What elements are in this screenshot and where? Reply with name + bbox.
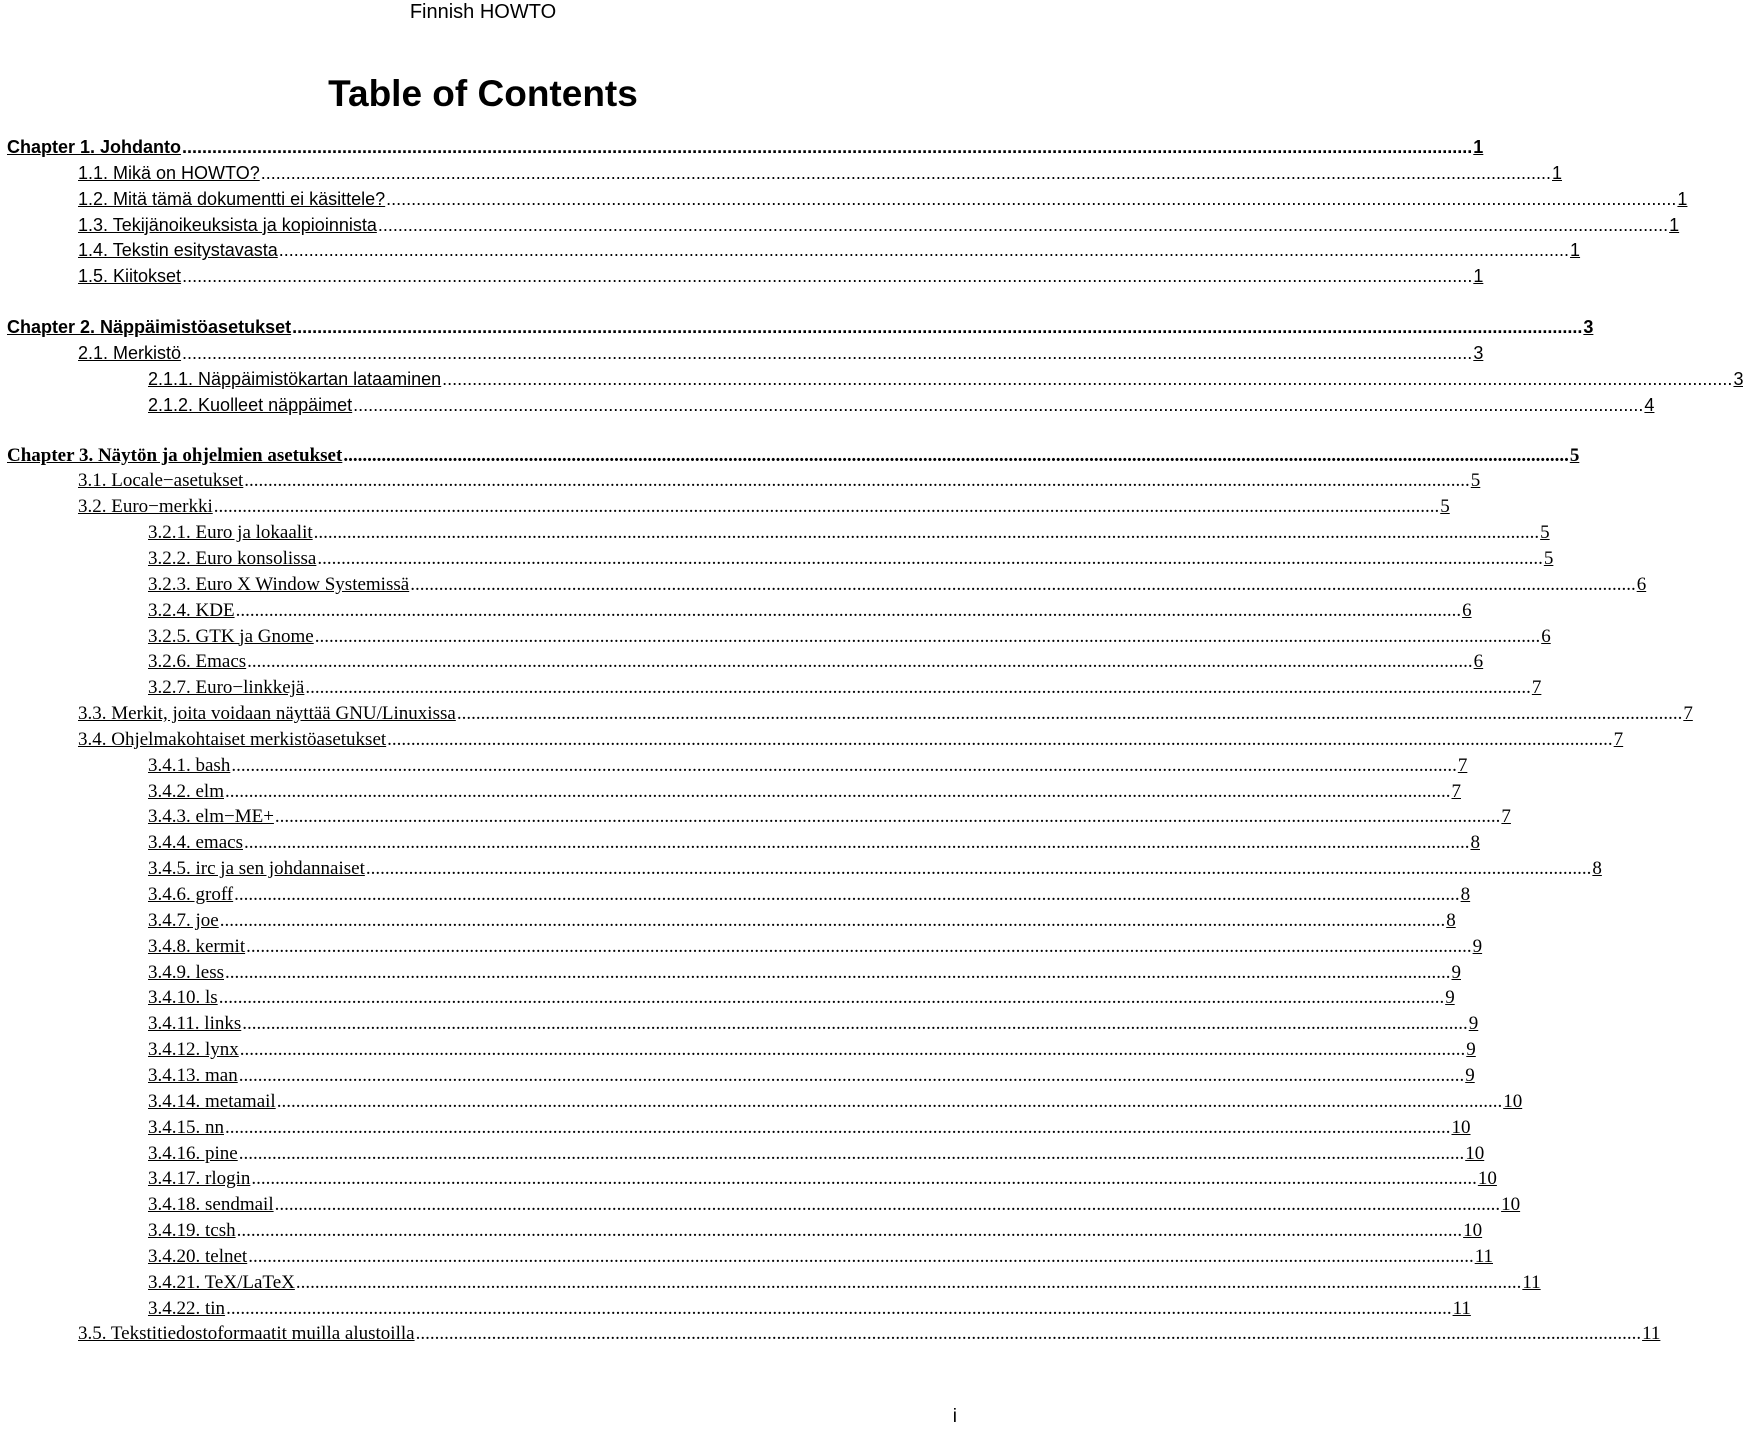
toc-page-number[interactable]: 4	[1644, 394, 1655, 415]
toc-entry	[0, 160, 1563, 186]
toc-entry-link[interactable]: 3.4.17. rlogin	[148, 1168, 251, 1190]
toc-leader-dots	[277, 1089, 1503, 1115]
toc-entry	[0, 830, 1480, 856]
toc-page-number[interactable]: 10	[1463, 1220, 1483, 1241]
toc-entry	[0, 856, 1602, 882]
toc-entry-link[interactable]: 1.5. Kiitokset	[78, 266, 182, 287]
toc-page-number[interactable]: 1	[1677, 188, 1688, 209]
toc-page-number[interactable]: 9	[1468, 1013, 1479, 1035]
toc-leader-dots	[231, 753, 1457, 779]
toc-leader-dots	[225, 779, 1451, 805]
toc-entry	[0, 882, 1471, 908]
toc-entry	[0, 779, 1461, 805]
toc-entry	[0, 598, 1472, 624]
toc-page-number[interactable]: 10	[1503, 1090, 1523, 1112]
toc-chapter-entry	[0, 314, 1594, 340]
toc-entry-link[interactable]: 3.4.15. nn	[148, 1116, 224, 1138]
toc-leader-dots	[226, 1296, 1452, 1322]
toc-entry-link[interactable]: 3.4.14. metamail	[148, 1090, 276, 1112]
toc-entry	[0, 804, 1511, 830]
toc-entry	[0, 1296, 1471, 1322]
toc-entry	[0, 546, 1554, 572]
toc-entry-link[interactable]: 3.2.3. Euro X Window Systemissä	[148, 573, 410, 595]
toc-entry-link[interactable]: 3.2.7. Euro−linkkejä	[148, 677, 305, 699]
toc-page-number[interactable]: 8	[1592, 858, 1602, 880]
toc-entry	[0, 624, 1551, 650]
toc-leader-dots	[237, 1218, 1463, 1244]
toc-entry-link[interactable]: 3.4.8. kermit	[148, 935, 246, 957]
toc-entry-link[interactable]: 3.4.12. lynx	[148, 1039, 239, 1061]
toc-leader-dots	[353, 392, 1643, 418]
toc-entry	[0, 468, 1481, 494]
toc-entry	[0, 1321, 1661, 1347]
toc-page-number[interactable]: 6	[1473, 651, 1484, 673]
toc-entry	[0, 985, 1455, 1011]
toc-page-number[interactable]: 10	[1465, 1142, 1485, 1164]
toc-leader-dots	[410, 572, 1636, 598]
toc-entry	[0, 727, 1624, 753]
toc-page-number[interactable]: 8	[1446, 909, 1456, 931]
toc-entry	[0, 366, 1743, 392]
toc-entry	[0, 212, 1680, 238]
toc-leader-dots	[182, 340, 1472, 366]
toc-entry	[0, 1192, 1521, 1218]
toc-entry-link[interactable]: 3.4.13. man	[148, 1064, 238, 1086]
toc-leader-dots	[314, 520, 1540, 546]
toc-page-number[interactable]: 9	[1466, 1039, 1476, 1061]
toc-entry	[0, 237, 1581, 263]
toc-leader-dots	[378, 212, 1668, 238]
toc-page-number[interactable]: 1	[1473, 137, 1484, 157]
toc-page-number[interactable]: 6	[1541, 625, 1551, 647]
toc-page-number[interactable]: 7	[1531, 677, 1542, 699]
toc-leader-dots	[261, 160, 1551, 186]
toc-entry-link[interactable]: 3.5. Tekstitiedostoformaatit muilla alustoilla	[78, 1323, 415, 1345]
toc-entry-link[interactable]: Chapter 2. Näppäimistöasetukset	[7, 317, 292, 338]
page-number: i	[952, 1406, 957, 1427]
toc-entry-link[interactable]: 3.4.1. bash	[148, 754, 231, 776]
toc-leader-dots	[442, 366, 1732, 392]
toc-page-number[interactable]: 6	[1462, 599, 1472, 621]
toc-leader-dots	[457, 701, 1683, 727]
toc-heading: Table of Contents	[328, 73, 638, 114]
toc-entry	[0, 1037, 1476, 1063]
toc-entry-link[interactable]: Chapter 1. Johdanto	[7, 137, 182, 157]
toc-entry-link[interactable]: 1.3. Tekijänoikeuksista ja kopioinnista	[78, 214, 377, 235]
toc-page-number[interactable]: 1	[1669, 214, 1680, 235]
toc-page-number[interactable]: 7	[1613, 728, 1624, 750]
toc-entry	[0, 1089, 1523, 1115]
toc-entry	[0, 960, 1461, 986]
toc-leader-dots	[239, 1141, 1465, 1167]
toc-leader-dots	[343, 443, 1569, 469]
toc-leader-dots	[240, 1037, 1466, 1063]
toc-entry	[0, 1141, 1485, 1167]
toc-page-number[interactable]: 9	[1472, 935, 1483, 957]
toc-entry	[0, 753, 1468, 779]
toc-page-number[interactable]: 9	[1465, 1064, 1475, 1086]
toc-entry-link[interactable]: 3.4.3. elm−ME+	[148, 806, 274, 828]
toc-entry-link[interactable]: 3.4. Ohjelmakohtaiset merkistöasetukset	[78, 728, 387, 750]
toc-entry	[0, 520, 1550, 546]
toc-leader-dots	[387, 727, 1613, 753]
toc-page-number[interactable]: 7	[1501, 806, 1511, 828]
toc-entry-link[interactable]: 3.2. Euro−merkki	[78, 496, 213, 518]
toc-page-number[interactable]: 7	[1683, 703, 1693, 724]
toc-page-number[interactable]: 7	[1451, 780, 1461, 802]
toc-leader-dots	[386, 186, 1676, 212]
toc-entry-link[interactable]: 2.1.1. Näppäimistökartan lataaminen	[148, 368, 442, 389]
toc-entry-link[interactable]: 1.1. Mikä on HOWTO?	[78, 162, 260, 183]
toc-entry	[0, 1218, 1483, 1244]
toc-entry-link[interactable]: 1.2. Mitä tämä dokumentti ei käsittele?	[78, 188, 386, 209]
toc-leader-dots	[305, 675, 1531, 701]
toc-leader-dots	[275, 804, 1501, 830]
toc-page-number[interactable]: 9	[1451, 961, 1461, 983]
toc-leader-dots	[225, 960, 1451, 986]
toc-leader-dots	[219, 985, 1445, 1011]
toc-leader-dots	[236, 598, 1462, 624]
toc-leader-dots	[182, 134, 1472, 160]
toc-entry-link[interactable]: 2.1.2. Kuolleet näppäimet	[148, 394, 353, 415]
toc-page-number[interactable]: 1	[1570, 240, 1581, 261]
document-header-title: Finnish HOWTO	[409, 1, 557, 23]
toc-entry	[0, 934, 1483, 960]
toc-entry-link[interactable]: 3.2.4. KDE	[148, 599, 235, 621]
toc-entry	[0, 1115, 1471, 1141]
toc-entry-link[interactable]: 3.4.22. tin	[148, 1297, 226, 1319]
toc-entry-link[interactable]: 3.2.5. GTK ja Gnome	[148, 625, 314, 647]
toc-leader-dots	[225, 1115, 1451, 1141]
toc-entry-link[interactable]: 3.4.20. telnet	[148, 1245, 248, 1267]
toc-leader-dots	[296, 1270, 1522, 1296]
toc-entry-link[interactable]: 3.4.19. tcsh	[148, 1220, 236, 1241]
toc-entry	[0, 1244, 1493, 1270]
toc-page-number[interactable]: 11	[1642, 1323, 1661, 1345]
toc-leader-dots	[416, 1321, 1642, 1347]
toc-leader-dots	[247, 649, 1473, 675]
toc-entry-link[interactable]: 3.2.1. Euro ja lokaalit	[148, 522, 313, 544]
toc-entry-link[interactable]: 2.1. Merkistö	[78, 342, 182, 363]
toc-page-number[interactable]: 3	[1733, 368, 1743, 389]
toc-leader-dots	[182, 263, 1472, 289]
toc-page-number[interactable]: 7	[1457, 754, 1468, 776]
toc-page-number[interactable]: 11	[1474, 1245, 1493, 1267]
toc-entry	[0, 340, 1484, 366]
toc-page-number[interactable]: 9	[1445, 987, 1455, 1009]
toc-page-number[interactable]: 6	[1636, 573, 1647, 595]
toc-page-number[interactable]: 11	[1522, 1271, 1541, 1293]
toc-entry	[0, 701, 1693, 727]
toc-entry-link[interactable]: 3.3. Merkit, joita voidaan näyttää GNU/Linuxissa	[78, 703, 456, 724]
toc-entry	[0, 1063, 1475, 1089]
toc-entry-link[interactable]: 3.4.6. groff	[148, 884, 234, 905]
toc-entry	[0, 494, 1450, 520]
toc-page-number[interactable]: 8	[1460, 884, 1471, 905]
toc-leader-dots	[239, 1063, 1465, 1089]
toc-entry-link[interactable]: 3.2.2. Euro konsolissa	[148, 547, 317, 569]
toc-page-number[interactable]: 10	[1477, 1168, 1497, 1190]
toc-leader-dots	[275, 1192, 1501, 1218]
toc-entry-link[interactable]: 3.4.4. emacs	[148, 832, 243, 854]
toc-leader-dots	[214, 494, 1440, 520]
toc-entry-link[interactable]: 3.4.5. irc ja sen johdannaiset	[148, 858, 365, 880]
toc-leader-dots	[244, 830, 1470, 856]
toc-page-number[interactable]: 10	[1451, 1116, 1471, 1138]
toc-entry-link[interactable]: 3.4.10. ls	[148, 987, 218, 1009]
toc-entry-link[interactable]: 3.2.6. Emacs	[148, 651, 247, 673]
toc-page-number[interactable]: 1	[1552, 162, 1563, 183]
toc-leader-dots	[279, 237, 1569, 263]
toc-entry-link[interactable]: 3.4.7. joe	[148, 909, 219, 931]
toc-entry-link[interactable]: Chapter 3. Näytön ja ohjelmien asetukset	[7, 444, 343, 466]
toc-page-number[interactable]: 3	[1583, 317, 1594, 338]
toc-entry	[0, 572, 1647, 598]
toc-page-number[interactable]: 1	[1473, 266, 1484, 287]
toc-entry	[0, 649, 1484, 675]
toc-chapter-entry	[0, 443, 1580, 469]
toc-leader-dots	[220, 908, 1446, 934]
toc-leader-dots	[246, 934, 1472, 960]
toc-entry	[0, 392, 1655, 418]
toc-leader-dots	[292, 314, 1582, 340]
toc-entry	[0, 675, 1542, 701]
toc-entry	[0, 1270, 1541, 1296]
toc-page-number[interactable]: 3	[1473, 342, 1484, 363]
toc-entry-link[interactable]: 3.1. Locale−asetukset	[78, 470, 244, 492]
toc-leader-dots	[251, 1166, 1477, 1192]
toc-leader-dots	[315, 624, 1541, 650]
toc-chapter-entry	[0, 134, 1484, 160]
toc-entry	[0, 263, 1484, 289]
toc-entry-link[interactable]: 3.4.2. elm	[148, 780, 224, 802]
toc-page-number[interactable]: 11	[1452, 1297, 1471, 1319]
toc-entry-link[interactable]: 3.4.16. pine	[148, 1142, 238, 1164]
toc-entry-link[interactable]: 3.4.21. TeX/LaTeX	[148, 1271, 295, 1293]
toc-leader-dots	[366, 856, 1592, 882]
toc-leader-dots	[244, 468, 1470, 494]
toc-page-number[interactable]: 8	[1470, 832, 1480, 854]
toc-entry-link[interactable]: 1.4. Tekstin esitystavasta	[78, 240, 278, 261]
toc-page-number[interactable]: 5	[1543, 547, 1554, 569]
toc-page-number[interactable]: 10	[1501, 1194, 1521, 1216]
toc-page-number[interactable]: 5	[1569, 444, 1580, 466]
toc-entry	[0, 908, 1456, 934]
toc-leader-dots	[248, 1244, 1474, 1270]
toc-entry-link[interactable]: 3.4.11. links	[148, 1013, 242, 1035]
toc-leader-dots	[234, 882, 1460, 908]
toc-page-number[interactable]: 5	[1440, 496, 1450, 518]
toc-entry-link[interactable]: 3.4.18. sendmail	[148, 1194, 274, 1216]
toc-entry	[0, 1011, 1479, 1037]
toc-page-number[interactable]: 5	[1540, 522, 1550, 544]
toc-leader-dots	[242, 1011, 1468, 1037]
toc-entry-link[interactable]: 3.4.9. less	[148, 961, 224, 983]
toc-entry	[0, 1166, 1497, 1192]
toc-entry	[0, 186, 1688, 212]
toc-page-number[interactable]: 5	[1470, 470, 1481, 492]
toc-leader-dots	[317, 546, 1543, 572]
